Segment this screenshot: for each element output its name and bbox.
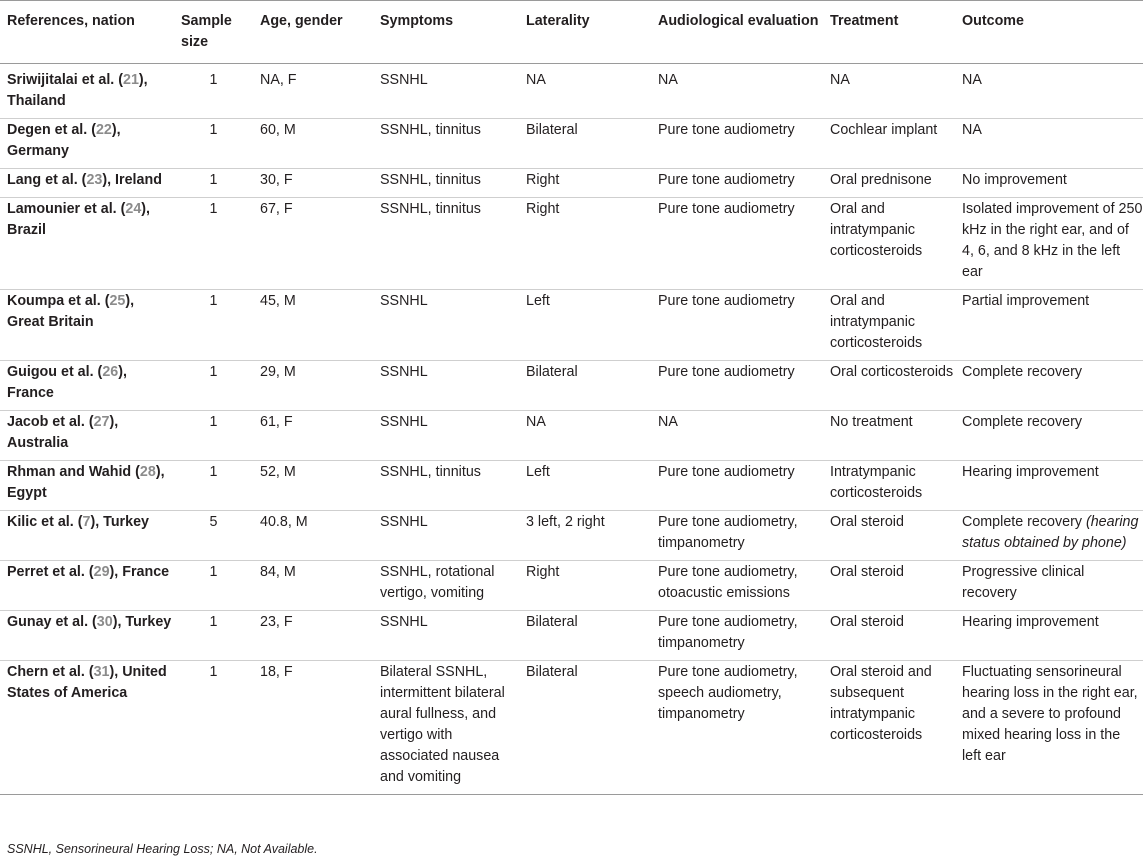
outcome-text: Isolated improvement of 250 kHz in the right ear, and of 4, 6, and 8 kHz in the left ear	[962, 201, 1143, 280]
cell-laterality: Bilateral	[519, 361, 651, 411]
cell-laterality: Bilateral	[519, 611, 651, 661]
cell-outcome	[955, 511, 1143, 561]
outcome-text: Complete recovery	[962, 514, 1082, 530]
outcome-text: Hearing improvement	[962, 614, 1099, 630]
citation-link[interactable]: 28	[139, 464, 156, 480]
cell-symptoms: Bilateral SSNHL, intermittent bilateral aural fullness, and vertigo with associated nausea and vomiting	[373, 661, 519, 795]
citation-link[interactable]: 29	[93, 564, 110, 580]
cell-treatment: Intratympanic corticosteroids	[823, 461, 955, 511]
table-row	[0, 611, 1143, 661]
reference-text: Sriwijitalai et al. (	[7, 72, 124, 88]
cell-treatment: Oral steroid	[823, 611, 955, 661]
cell-treatment: Oral steroid	[823, 511, 955, 561]
cell-symptoms: SSNHL	[373, 611, 519, 661]
cell-treatment: Oral corticosteroids	[823, 361, 955, 411]
cell-laterality: NA	[519, 64, 651, 119]
cell-audiological-evaluation: Pure tone audiometry	[651, 119, 823, 169]
citation-link[interactable]: 27	[93, 414, 110, 430]
cell-laterality: Right	[519, 169, 651, 198]
cell-sample-size: 1	[174, 561, 253, 611]
reference-nation: ), United States of America	[7, 664, 167, 701]
reference-text: Koumpa et al. (	[7, 293, 110, 309]
cell-age-gender: 67, F	[253, 198, 373, 290]
cell-laterality: Left	[519, 290, 651, 361]
cell-symptoms: SSNHL, tinnitus	[373, 169, 519, 198]
cell-age-gender: 45, M	[253, 290, 373, 361]
cell-age-gender: 60, M	[253, 119, 373, 169]
outcome-text: Progressive clinical recovery	[962, 564, 1085, 601]
cell-age-gender: 52, M	[253, 461, 373, 511]
citation-link[interactable]: 7	[82, 514, 91, 530]
cell-reference	[0, 169, 174, 198]
cell-audiological-evaluation: Pure tone audiometry	[651, 361, 823, 411]
table-row	[0, 361, 1143, 411]
cell-treatment: No treatment	[823, 411, 955, 461]
reference-nation: ), France	[109, 564, 170, 580]
citation-link[interactable]: 26	[102, 364, 119, 380]
reference-text: Perret et al. (	[7, 564, 94, 580]
cell-treatment: Oral and intratympanic corticosteroids	[823, 198, 955, 290]
cell-treatment: Oral steroid and subsequent intratympanic corticosteroids	[823, 661, 955, 795]
cell-sample-size: 1	[174, 661, 253, 795]
cell-age-gender: 29, M	[253, 361, 373, 411]
cell-audiological-evaluation: Pure tone audiometry, otoacustic emissions	[651, 561, 823, 611]
cell-outcome	[955, 411, 1143, 461]
cell-laterality: Bilateral	[519, 119, 651, 169]
reference-nation: ), Thailand	[7, 72, 148, 109]
header-laterality: Laterality	[519, 1, 651, 64]
table-row	[0, 169, 1143, 198]
table-row	[0, 290, 1143, 361]
reference-nation: ), Turkey	[90, 514, 149, 530]
cell-reference	[0, 561, 174, 611]
cell-outcome	[955, 290, 1143, 361]
cell-outcome	[955, 661, 1143, 795]
cell-outcome	[955, 361, 1143, 411]
cell-sample-size: 1	[174, 198, 253, 290]
cell-symptoms: SSNHL	[373, 511, 519, 561]
cell-laterality: 3 left, 2 right	[519, 511, 651, 561]
cell-reference	[0, 198, 174, 290]
cell-sample-size: 1	[174, 361, 253, 411]
cell-sample-size: 1	[174, 64, 253, 119]
reference-text: Lang et al. (	[7, 172, 87, 188]
citation-link[interactable]: 22	[95, 122, 112, 138]
reference-nation: ), Great Britain	[7, 293, 135, 330]
reference-nation: ), France	[7, 364, 127, 401]
reference-nation: ), Germany	[7, 122, 121, 159]
table-row	[0, 511, 1143, 561]
cell-reference	[0, 290, 174, 361]
cell-audiological-evaluation: Pure tone audiometry, speech audiometry, timpanometry	[651, 661, 823, 795]
reference-text: Jacob et al. (	[7, 414, 94, 430]
cell-symptoms: SSNHL	[373, 361, 519, 411]
citation-link[interactable]: 31	[93, 664, 110, 680]
outcome-text: Complete recovery	[962, 364, 1082, 380]
cell-audiological-evaluation: NA	[651, 411, 823, 461]
cell-sample-size: 1	[174, 290, 253, 361]
cell-outcome	[955, 64, 1143, 119]
citation-link[interactable]: 25	[109, 293, 126, 309]
citation-link[interactable]: 23	[86, 172, 103, 188]
table-row	[0, 119, 1143, 169]
table-row	[0, 561, 1143, 611]
citation-link[interactable]: 24	[125, 201, 142, 217]
cell-treatment: NA	[823, 64, 955, 119]
cell-treatment: Cochlear implant	[823, 119, 955, 169]
outcome-text: NA	[962, 72, 982, 88]
reference-text: Kilic et al. (	[7, 514, 83, 530]
cell-outcome	[955, 611, 1143, 661]
table-header-row	[0, 1, 1143, 64]
cell-laterality: Bilateral	[519, 661, 651, 795]
cell-reference	[0, 119, 174, 169]
cell-age-gender: 61, F	[253, 411, 373, 461]
outcome-note: (hearing status obtained by phone)	[962, 514, 1139, 551]
cell-audiological-evaluation: Pure tone audiometry	[651, 461, 823, 511]
table-row	[0, 64, 1143, 119]
cell-age-gender: 84, M	[253, 561, 373, 611]
cell-outcome	[955, 169, 1143, 198]
cell-sample-size: 1	[174, 411, 253, 461]
citation-link[interactable]: 21	[123, 72, 139, 88]
reference-text: Chern et al. (	[7, 664, 94, 680]
cell-age-gender: 40.8, M	[253, 511, 373, 561]
reference-text: Lamounier et al. (	[7, 201, 126, 217]
cell-symptoms: SSNHL, rotational vertigo, vomiting	[373, 561, 519, 611]
cell-symptoms: SSNHL, tinnitus	[373, 198, 519, 290]
reference-nation: ), Ireland	[102, 172, 162, 188]
cell-symptoms: SSNHL	[373, 64, 519, 119]
reference-nation: ), Australia	[7, 414, 119, 451]
cell-treatment: Oral and intratympanic corticosteroids	[823, 290, 955, 361]
reference-nation: ), Turkey	[112, 614, 172, 630]
cell-audiological-evaluation: Pure tone audiometry, timpanometry	[651, 611, 823, 661]
cell-age-gender: 30, F	[253, 169, 373, 198]
cell-outcome	[955, 198, 1143, 290]
cell-reference	[0, 64, 174, 119]
cell-sample-size: 1	[174, 119, 253, 169]
outcome-text: Complete recovery	[962, 414, 1082, 430]
cell-sample-size: 1	[174, 461, 253, 511]
table-row	[0, 661, 1143, 795]
cell-symptoms: SSNHL	[373, 411, 519, 461]
cell-treatment: Oral prednisone	[823, 169, 955, 198]
cell-audiological-evaluation: Pure tone audiometry	[651, 290, 823, 361]
outcome-text: Hearing improvement	[962, 464, 1099, 480]
cell-audiological-evaluation: Pure tone audiometry	[651, 169, 823, 198]
cell-outcome	[955, 561, 1143, 611]
cell-age-gender: NA, F	[253, 64, 373, 119]
cell-audiological-evaluation: NA	[651, 64, 823, 119]
cell-reference	[0, 461, 174, 511]
table-row	[0, 411, 1143, 461]
outcome-text: Partial improvement	[962, 293, 1090, 309]
cell-reference	[0, 661, 174, 795]
cell-sample-size: 1	[174, 611, 253, 661]
reference-text: Degen et al. (	[7, 122, 96, 138]
cell-laterality: Right	[519, 198, 651, 290]
reference-text: Rhman and Wahid (	[7, 464, 140, 480]
header-sample-size: Sample size	[174, 1, 253, 64]
cell-treatment: Oral steroid	[823, 561, 955, 611]
table-row	[0, 461, 1143, 511]
reference-text: Gunay et al. (	[7, 614, 97, 630]
header-age-gender: Age, gender	[253, 1, 373, 64]
cell-reference	[0, 611, 174, 661]
table-footnote: SSNHL, Sensorineural Hearing Loss; NA, Not Available.	[7, 842, 318, 856]
header-treatment: Treatment	[823, 1, 955, 64]
cell-symptoms: SSNHL, tinnitus	[373, 119, 519, 169]
cell-laterality: Right	[519, 561, 651, 611]
cell-audiological-evaluation: Pure tone audiometry	[651, 198, 823, 290]
header-outcome: Outcome	[955, 1, 1143, 64]
header-references: References, nation	[0, 1, 174, 64]
reference-text: Guigou et al. (	[7, 364, 103, 380]
cell-reference	[0, 411, 174, 461]
cell-outcome	[955, 119, 1143, 169]
cell-sample-size: 1	[174, 169, 253, 198]
cell-laterality: NA	[519, 411, 651, 461]
cell-age-gender: 18, F	[253, 661, 373, 795]
outcome-text: No improvement	[962, 172, 1067, 188]
header-audiological-evaluation: Audiological evaluation	[651, 1, 823, 64]
header-symptoms: Symptoms	[373, 1, 519, 64]
outcome-text: NA	[962, 122, 982, 138]
cell-reference	[0, 361, 174, 411]
citation-link[interactable]: 30	[96, 614, 113, 630]
outcome-text: Fluctuating sensorineural hearing loss in the right ear, and a severe to profound mixed hearing loss in the left ear	[962, 664, 1138, 764]
table-row	[0, 198, 1143, 290]
cell-sample-size: 5	[174, 511, 253, 561]
cell-symptoms: SSNHL, tinnitus	[373, 461, 519, 511]
cell-reference	[0, 511, 174, 561]
cell-age-gender: 23, F	[253, 611, 373, 661]
cell-symptoms: SSNHL	[373, 290, 519, 361]
cell-laterality: Left	[519, 461, 651, 511]
cell-outcome	[955, 461, 1143, 511]
reference-nation: ), Brazil	[7, 201, 151, 238]
cell-audiological-evaluation: Pure tone audiometry, timpanometry	[651, 511, 823, 561]
reference-nation: ), Egypt	[7, 464, 165, 501]
